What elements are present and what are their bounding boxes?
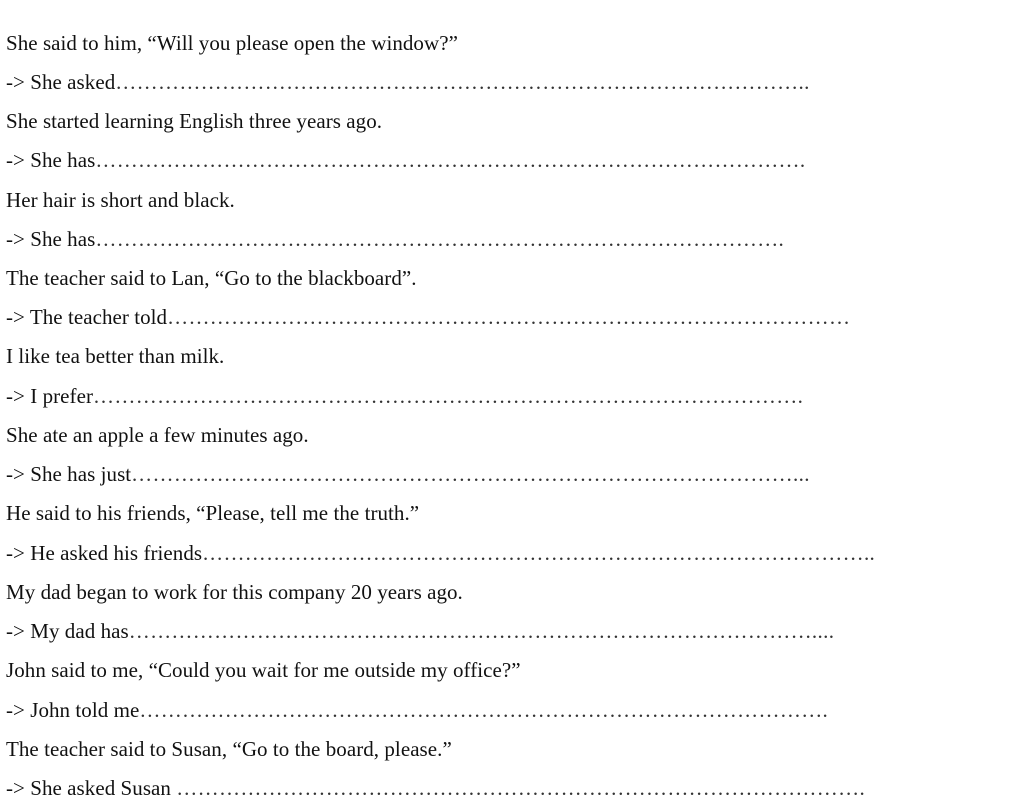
exercise-3-answer	[6, 226, 784, 252]
exercise-8-prompt: -> My dad has	[6, 619, 129, 643]
exercise-6-blank[interactable]: …………………………………………………………………………………...	[131, 462, 810, 486]
exercise-1-blank[interactable]: ……………………………………………………………………………………..	[115, 70, 810, 94]
exercise-10-blank[interactable]: …………………………………………………………………………………….	[176, 776, 866, 800]
exercise-2-question: She started learning English three years ago.	[6, 109, 383, 133]
exercise-10-prompt: -> She asked Susan	[6, 776, 177, 800]
exercise-9-question: John said to me, “Could you wait for me outside my office?”	[6, 658, 521, 682]
exercise-1-question: She said to him, “Will you please open the window?”	[6, 31, 458, 55]
exercise-5-question: I like tea better than milk.	[6, 344, 225, 368]
exercise-6-prompt: -> She has just	[6, 462, 132, 486]
exercise-4-question: The teacher said to Lan, “Go to the blackboard”.	[6, 266, 417, 290]
exercise-3-question: Her hair is short and black.	[6, 188, 235, 212]
exercise-5-prompt: -> I prefer	[6, 384, 94, 408]
exercise-4-blank[interactable]: ……………………………………………………………………………………	[167, 305, 851, 329]
exercise-6-answer	[6, 461, 810, 487]
exercise-9-answer	[6, 697, 828, 723]
exercise-2-prompt: -> She has	[6, 148, 96, 172]
exercise-6-question: She ate an apple a few minutes ago.	[6, 423, 309, 447]
exercise-8-answer	[6, 618, 834, 644]
exercise-3-blank[interactable]: …………………………………………………………………………………….	[95, 227, 785, 251]
exercise-7-prompt: -> He asked his friends	[6, 541, 203, 565]
exercise-2-blank[interactable]: ……………………………………………………………………………………….	[95, 148, 806, 172]
exercise-4-answer	[6, 304, 850, 330]
exercise-7-blank[interactable]: …………………………………………………………………………………..	[202, 541, 876, 565]
exercise-2-answer	[6, 147, 806, 173]
exercise-10-question: The teacher said to Susan, “Go to the board, please.”	[6, 737, 452, 761]
exercise-8-blank[interactable]: ……………………………………………………………………………………....	[128, 619, 835, 643]
exercise-1-answer	[6, 69, 810, 95]
exercise-5-blank[interactable]: ……………………………………………………………………………………….	[93, 384, 804, 408]
exercise-5-answer	[6, 383, 803, 409]
exercise-4-prompt: -> The teacher told	[6, 305, 168, 329]
exercise-10-answer	[6, 775, 865, 801]
exercise-7-question: He said to his friends, “Please, tell me the truth.”	[6, 501, 420, 525]
exercise-7-answer	[6, 540, 875, 566]
exercise-8-question: My dad began to work for this company 20 years ago.	[6, 580, 463, 604]
exercise-1-prompt: -> She asked	[6, 70, 116, 94]
exercise-3-prompt: -> She has	[6, 227, 96, 251]
exercise-9-prompt: -> John told me	[6, 698, 140, 722]
exercise-9-blank[interactable]: …………………………………………………………………………………….	[139, 698, 829, 722]
